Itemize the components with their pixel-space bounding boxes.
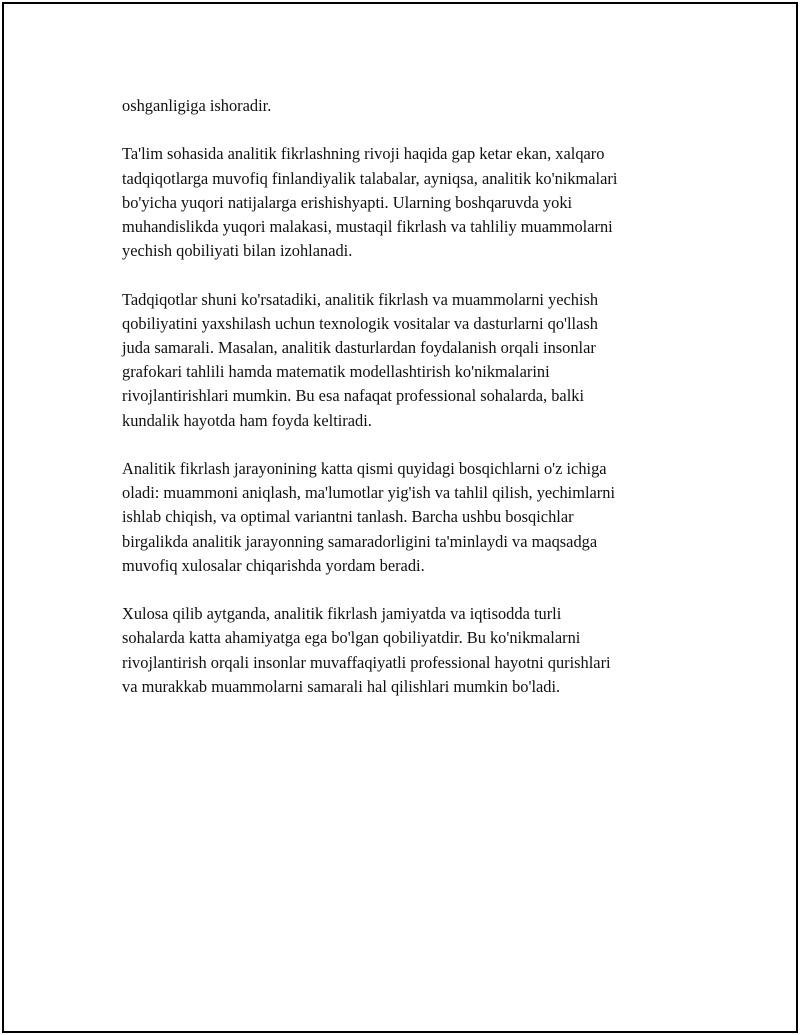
text-line: bo'yicha yuqori natijalarga erishishyapti. Ularning boshqaruvda yoki (122, 192, 573, 212)
text-line: grafokari tahlili hamda matematik modellashtirish ko'nikmalarini (122, 362, 550, 382)
page-border (2, 2, 798, 1033)
paragraph-1 (122, 94, 690, 118)
paragraph-3 (122, 288, 690, 433)
text-line: tadqiqotlarga muvofiq finlandiyalik talabalar, ayniqsa, analitik ko'nikmalari (122, 168, 618, 188)
text-line: Ta'lim sohasida analitik fikrlashning rivoji haqida gap ketar ekan, xalqaro (122, 144, 605, 164)
document-body (122, 94, 690, 723)
text-line: kundalik hayotda ham foyda keltiradi. (122, 410, 372, 430)
text-line: Analitik fikrlash jarayonining katta qismi quyidagi bosqichlarni o'z ichiga (122, 459, 607, 478)
text-line: Xulosa qilib aytganda, analitik fikrlash jamiyatda va iqtisodda turli (122, 604, 562, 624)
text-line: qobiliyatini yaxshilash uchun texnologik vositalar va dasturlarni qo'llash (122, 313, 598, 333)
text-line: va murakkab muammolarni samarali hal qilishlari mumkin bo'ladi. (122, 676, 561, 696)
text-line: ishlab chiqish, va optimal variantni tanlash. Barcha ushbu bosqichlar (122, 507, 574, 527)
text-line: Tadqiqotlar shuni ko'rsatadiki, analitik fikrlash va muammolarni yechish (122, 289, 599, 309)
paragraph-4 (122, 457, 690, 578)
text-line: rivojlantirishlari mumkin. Bu esa nafaqat professional sohalarda, balki (122, 386, 585, 406)
text-line: rivojlantirish orqali insonlar muvaffaqiyatli professional hayotni qurishlari (122, 652, 611, 672)
text-line: oladi: muammoni aniqlash, ma'lumotlar yig'ish va tahlil qilish, yechimlarni (122, 483, 615, 503)
text-line: sohalarda katta ahamiyatga ega bo'lgan qobiliyatdir. Bu ko'nikmalarni (122, 628, 581, 648)
text-line: muvofiq xulosalar chiqarishda yordam beradi. (122, 555, 425, 575)
paragraph-5 (122, 602, 690, 699)
text-line: oshganligiga ishoradir. (122, 96, 272, 115)
text-line: juda samarali. Masalan, analitik dasturlardan foydalanish orqali insonlar (122, 338, 596, 357)
text-line: yechish qobiliyati bilan izohlanadi. (122, 241, 353, 261)
text-line: birgalikda analitik jarayonning samaradorligini ta'minlaydi va maqsadga (122, 531, 598, 551)
text-line: muhandislikda yuqori malakasi, mustaqil fikrlash va tahliliy muammolarni (122, 217, 613, 236)
paragraph-2 (122, 142, 690, 263)
